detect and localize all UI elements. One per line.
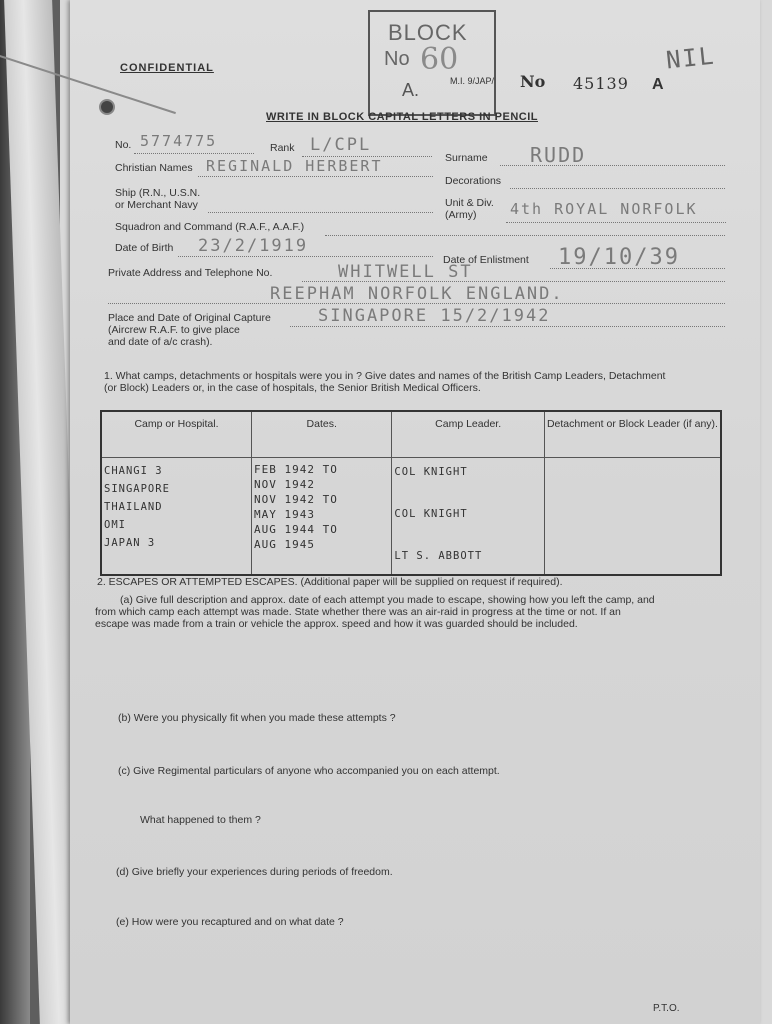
question-2c-sub: What happened to them ? <box>140 814 261 826</box>
date-entry: NOV 1942 <box>253 478 315 491</box>
number-label: No <box>520 72 546 91</box>
leader-entry <box>394 525 541 546</box>
squadron-line <box>325 235 725 236</box>
enlistment-value: 19/10/39 <box>558 245 680 270</box>
stamp-block-text: BLOCK <box>388 20 468 45</box>
no-label: No. <box>115 139 132 151</box>
surname-value: RUDD <box>530 143 587 167</box>
decorations-line <box>510 188 725 189</box>
question-2-title: 2. ESCAPES OR ATTEMPTED ESCAPES. (Additional paper will be supplied on request if required). <box>97 576 563 588</box>
capture-value: SINGAPORE 15/2/1942 <box>318 306 551 326</box>
camp-entry: SINGAPORE <box>104 483 170 495</box>
christian-names-label: Christian Names <box>115 162 193 174</box>
leader-entry: COL KNIGHT <box>394 466 468 478</box>
nil-annotation: NIL <box>664 41 717 75</box>
ship-line <box>208 212 433 213</box>
eyelet <box>99 99 115 115</box>
capture-line <box>290 326 725 327</box>
date-entry: NOV 1942 TO <box>253 493 338 506</box>
dates-cell <box>251 458 391 576</box>
question-2a-line-3: escape was made from a train or vehicle the approx. speed and how it was guarded should be included. <box>95 618 578 630</box>
unit-label-2: (Army) <box>445 209 477 221</box>
address-value-2: REEPHAM NORFOLK ENGLAND. <box>270 284 564 304</box>
no-line <box>134 153 254 154</box>
enlistment-label: Date of Enlistment <box>443 254 529 266</box>
form-sheet <box>70 0 760 1024</box>
decorations-label: Decorations <box>445 175 502 187</box>
confidential-label: CONFIDENTIAL <box>120 62 214 74</box>
header-block-leader: Detachment or Block Leader (if any). <box>544 411 721 458</box>
capture-label-3: and date of a/c crash). <box>108 336 213 348</box>
surname-label: Surname <box>445 152 488 164</box>
block-stamp <box>368 10 496 116</box>
ship-label-1: Ship (R.N., U.S.N. <box>115 187 201 199</box>
unit-value: 4th ROYAL NORFOLK <box>510 200 698 218</box>
capture-label-2: (Aircrew R.A.F. to give place <box>108 324 240 336</box>
leader-entry <box>394 483 541 504</box>
question-2c: (c) Give Regimental particulars of anyone who accompanied you on each attempt. <box>118 765 500 777</box>
date-entry: MAY 1943 <box>253 508 315 521</box>
block-leaders-cell <box>544 458 721 576</box>
christian-names-line <box>198 176 433 177</box>
leader-entry: COL KNIGHT <box>394 508 468 520</box>
question-2e: (e) How were you recaptured and on what date ? <box>116 916 344 928</box>
date-entry: AUG 1944 TO <box>253 523 338 536</box>
question-2a-line-1: (a) Give full description and approx. date of each attempt you made to escape, showing how you left the camp, and <box>120 594 655 606</box>
stamp-no-text: No <box>384 48 410 70</box>
unit-line <box>506 222 726 223</box>
form-number: 45139 <box>573 74 629 93</box>
question-2d: (d) Give briefly your experiences during periods of freedom. <box>116 866 393 878</box>
dob-value: 23/2/1919 <box>198 236 309 256</box>
leader-entry: LT S. ABBOTT <box>394 550 483 562</box>
camps-table <box>100 410 722 576</box>
camp-entry: CHANGI 3 <box>104 465 163 477</box>
camps-cell <box>101 458 251 576</box>
date-entry: AUG 1945 <box>253 538 315 551</box>
header-dates: Dates. <box>251 411 391 458</box>
table-row <box>101 458 721 576</box>
header-camp-leader: Camp Leader. <box>392 411 544 458</box>
dob-label: Date of Birth <box>115 242 174 254</box>
address-label: Private Address and Telephone No. <box>108 267 273 279</box>
camp-entry: OMI <box>104 519 126 531</box>
address-value-1: WHITWELL ST <box>338 262 473 282</box>
squadron-label: Squadron and Command (R.A.F., A.A.F.) <box>115 221 305 233</box>
dob-line <box>178 256 433 257</box>
camps-table-header-row <box>101 411 721 458</box>
leaders-cell <box>392 458 544 576</box>
stamp-a-text: A. <box>402 80 420 100</box>
rank-value: L/CPL <box>310 135 372 155</box>
header-camp-or-hospital: Camp or Hospital. <box>101 411 251 458</box>
camp-entry: THAILAND <box>104 501 163 513</box>
question-2b: (b) Were you physically fit when you made these attempts ? <box>118 712 396 724</box>
question-1-line-2: (or Block) Leaders or, in the case of hospitals, the Senior British Medical Officers. <box>104 382 481 394</box>
date-entry: FEB 1942 TO <box>253 463 338 476</box>
camp-entry: JAPAN 3 <box>104 537 156 549</box>
form-suffix: A <box>652 76 664 93</box>
unit-label-1: Unit & Div. <box>445 197 494 209</box>
ship-label-2: or Merchant Navy <box>115 199 198 211</box>
question-2a-line-2: from which camp each attempt was made. State whether there was an air-raid in progress at the time or not. If an <box>95 606 621 618</box>
mi-reference: M.I. 9/JAP/ <box>450 76 495 86</box>
service-number-value: 5774775 <box>140 132 218 150</box>
instruction-heading: WRITE IN BLOCK CAPITAL LETTERS IN PENCIL <box>266 111 538 123</box>
stamp-block-number: 60 <box>420 42 459 77</box>
capture-label-1: Place and Date of Original Capture <box>108 312 271 324</box>
pto-label: P.T.O. <box>653 1003 680 1014</box>
christian-names-value: REGINALD HERBERT <box>206 157 383 175</box>
question-1-line-1: 1. What camps, detachments or hospitals were you in ? Give dates and names of the British Camp Leaders, Detachment <box>104 370 666 382</box>
rank-label: Rank <box>270 142 295 154</box>
